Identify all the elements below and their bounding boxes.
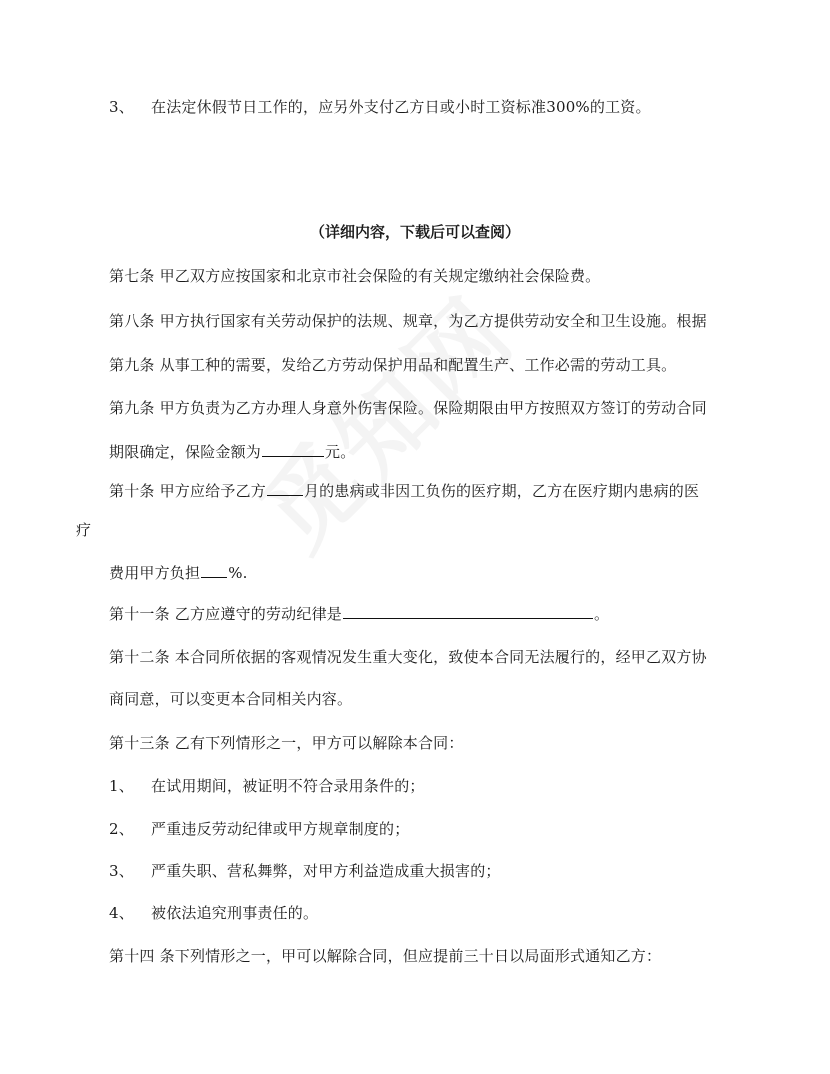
list-number: 2、 — [109, 820, 134, 838]
list-number: 3、 — [109, 862, 134, 880]
list-number: 1、 — [109, 777, 134, 795]
article-text: 第十条 甲方应给予乙方 — [109, 482, 266, 500]
article-9b-line1: 第九条 甲方负责为乙方办理人身意外伤害保险。保险期限由甲方按照双方签订的劳动合同 — [109, 399, 707, 417]
fill-blank — [262, 442, 324, 457]
article-8: 第八条 甲方执行国家有关劳动保护的法规、规章，为乙方提供劳动安全和卫生设施。根据 — [109, 312, 707, 330]
article-text: 。 — [593, 605, 610, 623]
list-text: 在试用期间，被证明不符合录用条件的； — [151, 777, 425, 795]
list-text: 被依法追究刑事责任的。 — [151, 904, 319, 922]
article-text: 第十一条 乙方应遵守的劳动纪律是 — [109, 605, 342, 623]
list-item — [109, 861, 501, 881]
list-text: 严重违反劳动纪律或甲方规章制度的； — [151, 820, 410, 838]
article-11 — [109, 604, 609, 624]
article-12-line2: 商同意，可以变更本合同相关内容。 — [109, 690, 353, 708]
watermark — [226, 262, 539, 575]
article-text: 元。 — [325, 443, 356, 461]
article-text: 月的患病或非因工负伤的医疗期，乙方在医疗期内患病的医 — [303, 482, 700, 500]
list-item — [109, 819, 409, 839]
list-number: 4、 — [109, 904, 134, 922]
list-item — [109, 903, 318, 923]
article-text: 费用甲方负担 — [109, 564, 201, 582]
article-14: 第十四 条下列情形之一，甲可以解除合同，但应提前三十日以局面形式通知乙方： — [109, 947, 662, 965]
fill-blank — [267, 481, 303, 496]
fill-blank — [201, 563, 227, 578]
article-9a: 第九条 从事工种的需要，发给乙方劳动保护用品和配置生产、工作必需的劳动工具。 — [109, 356, 677, 374]
article-text: %. — [228, 564, 248, 582]
article-7: 第七条 甲乙双方应按国家和北京市社会保险的有关规定缴纳社会保险费。 — [109, 267, 601, 285]
article-12-line1: 第十二条 本合同所依据的客观情况发生重大变化，致使本合同无法履行的，经甲乙双方协 — [109, 648, 707, 666]
list-item — [109, 776, 425, 796]
article-13: 第十三条 乙有下列情形之一，甲方可以解除本合同： — [109, 734, 464, 752]
article-9b-line2 — [109, 442, 355, 462]
fill-blank — [343, 604, 593, 619]
list-number: 3、 — [109, 98, 134, 116]
article-10-line3 — [109, 563, 248, 583]
list-item — [109, 97, 651, 117]
article-10-line1 — [109, 481, 699, 501]
article-10-wrap: 疗 — [76, 521, 92, 539]
download-note: （详细内容，下载后可以查阅） — [309, 223, 520, 241]
list-text: 在法定休假节日工作的，应另外支付乙方日或小时工资标准300%的工资。 — [151, 98, 651, 116]
list-text: 严重失职、营私舞弊，对甲方利益造成重大损害的； — [151, 862, 501, 880]
article-text: 期限确定，保险金额为 — [109, 443, 262, 461]
